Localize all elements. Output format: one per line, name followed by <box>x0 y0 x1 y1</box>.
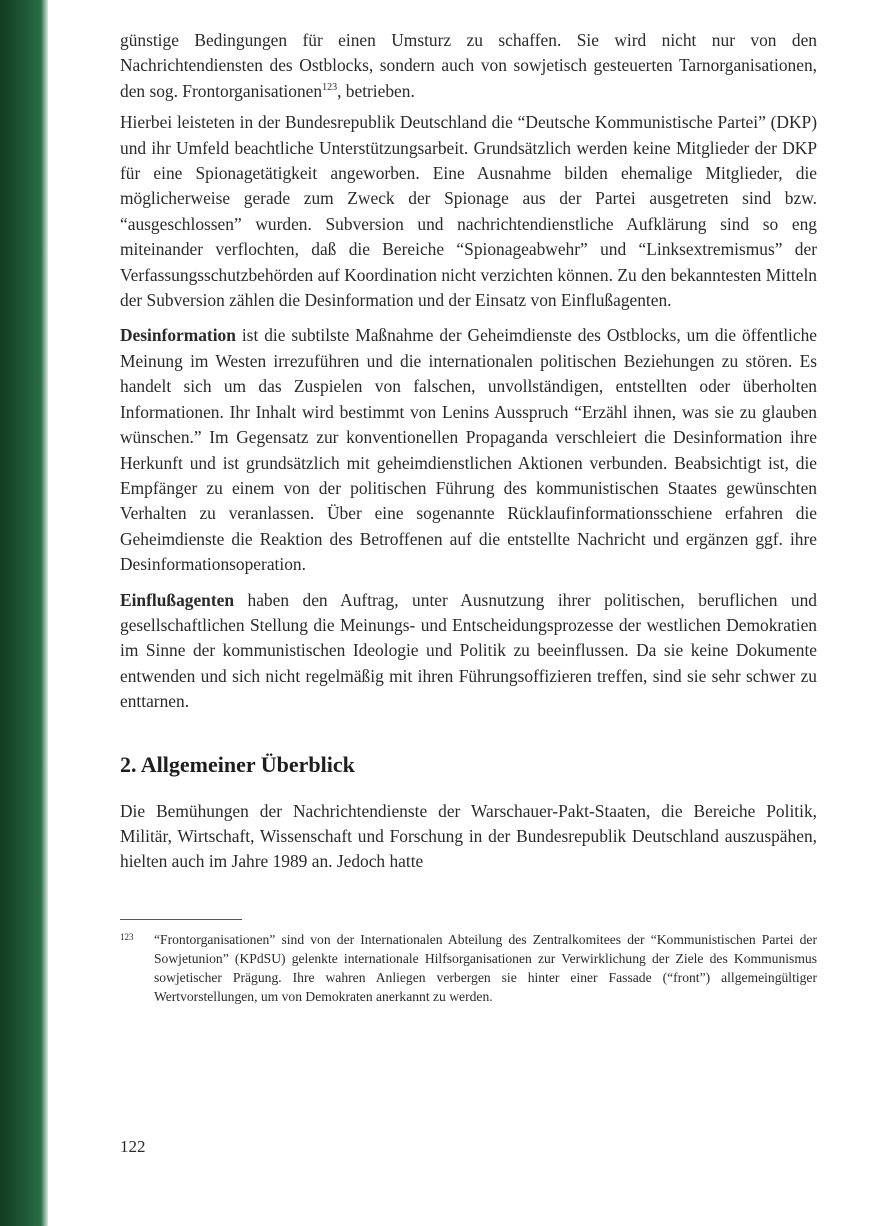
paragraph-1-text: günstige Bedingungen für einen Umsturz zu schaffen. Sie wird nicht nur von den Nachrichtendiensten des Ostblocks, sondern auch von sowjetisch gesteuerten Tarnorganisationen, den sog. Frontorganisationen <box>120 30 817 101</box>
footnote-divider <box>120 919 242 920</box>
term-einflussagenten: Einflußagenten <box>120 589 235 610</box>
paragraph-einflussagenten <box>120 588 817 715</box>
book-spine-edge <box>0 0 48 1226</box>
footnote-text: “Frontorganisationen” sind von der Internationalen Abteilung des Zentralkomitees der “Kommunistischen Partei der Sowjetunion” (KPdSU) gelenkte internationale Hilfsorganisationen zur Verwirklichung der Ziele des Kommunismus sowjetischer Prägung. Ihre wahren Anliegen verbergen sie hinter einer Fassade (“front”) allgemeingültiger Wertvorstellungen, um von Demokraten anerkannt zu werden. <box>154 931 817 1004</box>
page-content <box>120 28 817 1006</box>
paragraph-3-text: ist die subtilste Maßnahme der Geheimdienste des Ostblocks, um die öffentliche Meinung im Westen irrezuführen und die internationalen politischen Beziehungen zu stören. Es handelt sich um das Zuspielen von falschen, unvollständigen, entstellten oder überholten Informationen. Ihr Inhalt wird bestimmt von Lenins Ausspruch “Erzähl ihnen, was sie zu glauben wünschen.” Im Gegensatz zur konventionellen Propaganda verschleiert die Desinformation ihre Herkunft und ist grundsätzlich mit geheimdienstlichen Aktionen verbunden. Beabsichtigt ist, die Empfänger zu einem von der politischen Führung des kommunistischen Staates gewünschten Verhalten zu veranlassen. Über eine sogenannte Rücklaufinformationsschiene erfahren die Geheimdienste die Reaktion des Betroffenen auf die entstellte Nachricht und ergänzen ggf. ihre Desinformationsoperation. <box>120 325 817 575</box>
paragraph-5: Die Bemühungen der Nachrichtendienste der Warschauer-Pakt-Staaten, die Bereiche Politik, Militär, Wirtschaft, Wissenschaft und Forschung in der Bundesrepublik Deutschland auszuspähen, hielten auch im Jahre 1989 an. Jedoch hatte <box>120 800 817 872</box>
footnote-reference: 123 <box>322 82 338 94</box>
term-desinformation: Desinformation <box>120 325 236 346</box>
paragraph-4-text: haben den Auftrag, unter Ausnutzung ihrer politischen, beruflichen und gesellschaftlichen Stellung die Meinungs- und Entscheidungsprozesse der westlichen Demokratien im Sinne der kommunistischen Ideologie und Politik zu beeinflussen. Da sie keine Dokumente entwenden und sich nicht regelmäßig mit ihren Führungsoffizieren treffen, sind sie sehr schwer zu enttarnen. <box>120 589 817 712</box>
footnote-number: 123 <box>120 931 134 942</box>
paragraph-2: Hierbei leisteten in der Bundesrepublik Deutschland die “Deutsche Kommunistische Partei” (DKP) und ihr Umfeld beachtliche Unterstützungsarbeit. Grundsätzlich werden keine Mitglieder der DKP für eine Spionagetätigkeit angeworben. Eine Ausnahme bilden ehemalige Mitglieder, die möglicherweise gerade zum Zweck der Spionage aus der Partei ausgetreten sind bzw. “ausgeschlossen” wurden. Subversion und nachrichtendienstliche Aufklärung sind so eng miteinander verflochten, daß die Bereiche “Spionageabwehr” und “Linksextremismus” der Verfassungsschutzbehörden auf Koordination nicht verzichten können. Zu den bekanntesten Mitteln der Subversion zählen die Desinformation und der Einsatz von Einflußagenten. <box>120 112 817 311</box>
page-number: 122 <box>120 1137 146 1156</box>
paragraph-1 <box>120 28 817 104</box>
paragraph-1-tail: , betrieben. <box>337 80 415 101</box>
footnote <box>120 930 817 1006</box>
paragraph-desinformation <box>120 323 817 577</box>
section-heading: 2. Allgemeiner Überblick <box>120 751 355 777</box>
